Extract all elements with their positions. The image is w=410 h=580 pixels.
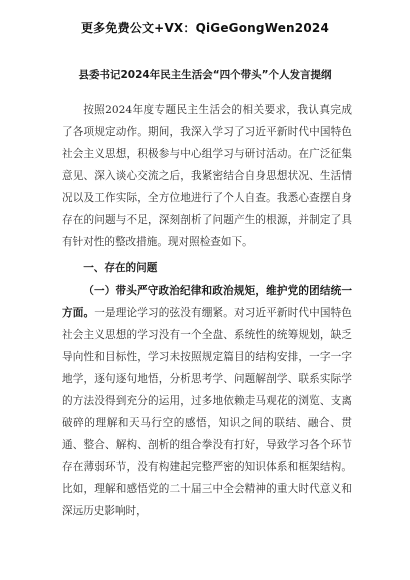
subsection-heading: （一）带头严守政治纪律和政治规矩，维护党的团结统一方面。	[62, 285, 352, 319]
intro-paragraph: 按照2024年度专题民主生活会的相关要求，我认真完成了各项规定动作。期间，我深入学习了习近平新时代中国特色社会主义思想，积极参与中心组学习与研讨活动。在广泛征集意见、深入谈心交流之后，我紧密结合自身思想状况、生活情况以及工作实际，全方位地进行了个人自查。我悉心查摆自身存在的问题与不足，深刻剖析了问题产生的根源，并制定了具有针对性的整改措施。现对照检查如下。	[62, 104, 352, 248]
document-body	[62, 99, 352, 522]
document-title: 县委书记2024年民主生活会“四个带头”个人发言提纲	[78, 69, 332, 81]
section-heading: 一、存在的问题	[83, 262, 158, 274]
subsection-body: 一是理论学习的弦没有绷紧。对习近平新时代中国特色社会主义思想的学习没有一个全盘、系统性的统筹规划，缺乏导向性和目标性，学习未按照规定篇目的结构安排，一字一字地学，逐句逐句地悟，分析思考学、问题解剖学、联系实际学的方法没得到充分的运用，过多地依赖走马观花的浏览、支离破碎的理解和天马行空的感悟，知识之间的联结、融合、贯通、整合、解构、剖析的组合拳没有打好，导致学习各个环节存在薄弱环节，没有构建起完整严密的知识体系和框架结构。比如，理解和感悟党的二十届三中全会精神的重大时代意义和深远历史影响时，	[62, 307, 353, 517]
subsection-paragraph	[62, 280, 352, 522]
watermark-header: 更多免费公文+VX：QiGeGongWen2024	[80, 21, 329, 35]
